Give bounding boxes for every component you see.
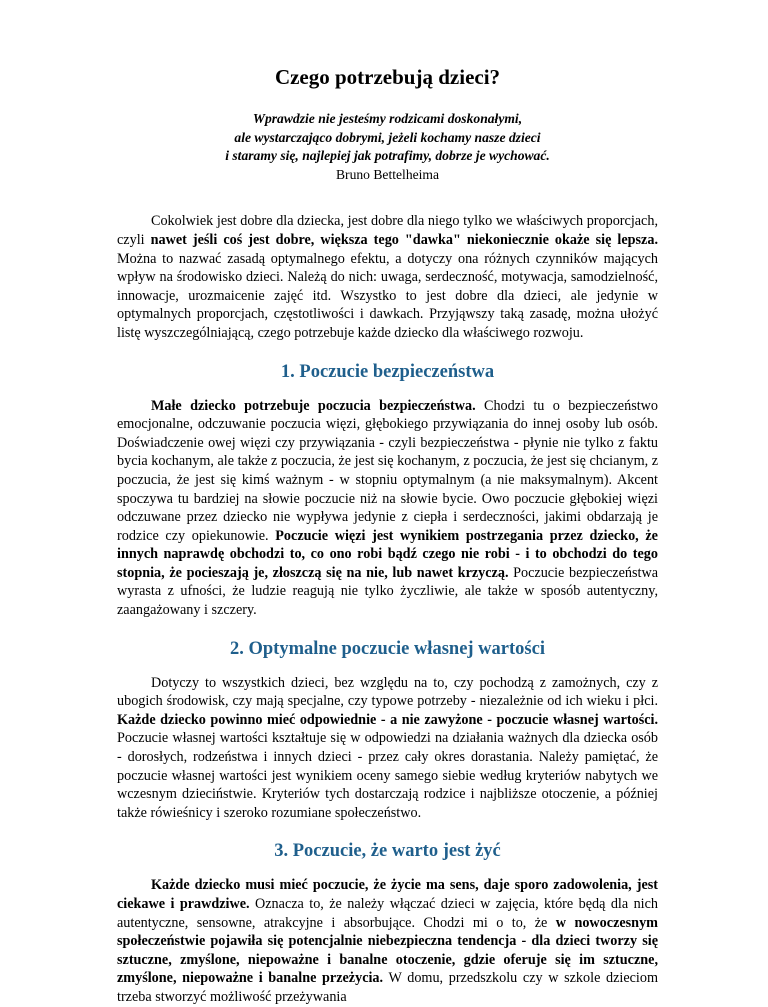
bold-run: Każde dziecko powinno mieć odpowiednie - a nie zawyżone - poczucie własnej wartości. — [117, 711, 658, 728]
text-run: W domu, przedszkolu czy w szkole dzieciom trzeba stworzyć możliwość przeżywania — [117, 970, 658, 1005]
bold-run: Każde dziecko musi mieć poczucie, że życie ma sens, daje sporo zadowolenia, jest ciekawe i prawdziwe. — [117, 877, 658, 912]
text-run: Cokolwiek jest dobre dla dziecka, jest dobre dla niego tylko we właściwych proporcjach, czyli — [117, 213, 658, 248]
section-heading: 3. Poczucie, że warto jest żyć — [274, 841, 501, 862]
text-run: Oznacza to, że należy włączać dzieci w zajęcia, które będą dla nich autentyczne, sensowne, atrakcyjne i absorbujące. Chodzi mi o to, że — [117, 896, 658, 931]
section-paragraph — [117, 876, 658, 1006]
bold-run: nawet jeśli coś jest dobre, większa tego "dawka" niekoniecznie okaże się lepsza. — [150, 231, 658, 248]
text-run: Poczucie bezpieczeństwa wyrasta z ufności, że ludzie reagują nie tylko życzliwie, ale także w sposób autentyczny, zaangażowany i szczery. — [117, 564, 658, 619]
text-run: Można to nazwać zasadą optymalnego efektu, a dotyczy ona różnych czynników mających wpływ na środowisko dzieci. Należą do nich: uwaga, serdeczność, motywacja, samodzielność, innowacje, urozmaicenie zajęć itd. Wszystko to jest dobre dla dzieci, ale jedynie w optymalnych proporcjach, częstotliwości i dawkach. Przyjąwszy taką zasadę, można ułożyć listę wyszczególniającą, czego potrzebuje każde dziecko dla właściwego rozwoju. — [117, 250, 658, 341]
page-title: Czego potrzebują dzieci? — [274, 65, 501, 89]
motto — [117, 110, 658, 184]
motto-line: i staramy się, najlepiej jak potrafimy, dobrze je wychować. — [225, 148, 550, 164]
motto-line: ale wystarczająco dobrymi, jeżeli kochamy nasze dzieci — [234, 129, 541, 145]
bold-run: Poczucie więzi jest wynikiem postrzegania przez dziecko, że innych naprawdę obchodzi to, co ono robi bądź czego nie robi - i to obchodzi do tego stopnia, że pocieszają je, złoszczą się na nie, lub nawet krzyczą. — [117, 527, 658, 581]
section-paragraph — [117, 674, 658, 823]
motto-author: Bruno Bettelheima — [335, 166, 440, 182]
text-run: Chodzi tu o bezpieczeństwo emocjonalne, odczuwanie poczucia więzi, głębokiego przywiązania do innej osoby lub osób. Doświadczenie owej więzi czy przywiązania - czyli bezpieczeństwa - płynie nie tylko z faktu bycia kochanym, ale także z poczucia, że jest się kochanym, z poczucia, że jest się chcianym, z poczucia, że jest się kimś ważnym - w stopniu optymalnym (a nie maksymalnym). Akcent spoczywa tu bardziej na słowie poczucie niż na słowie bycie. Owo poczucie głębokiej więzi odczuwane przez dziecko nie wypływa jedynie z ciepła i serdeczności, jakimi obdarzają je rodzice czy opiekunowie. — [117, 397, 658, 544]
section-paragraph — [117, 397, 658, 620]
bold-run: w nowoczesnym społeczeństwie pojawiła się potencjalnie niebezpieczna tendencja - dla dzieci tworzy się sztuczne, zmyślone, niepoważne i banalne otoczenie, gdzie oferuje się im sztuczne, zmyślone, niepoważne i banalne przeżycia. — [117, 914, 658, 987]
bold-run: Małe dziecko potrzebuje poczucia bezpieczeństwa. — [151, 397, 476, 414]
text-run: Poczucie własnej wartości kształtuje się w odpowiedzi na działania ważnych dla dziecka osób - dorosłych, rodzeństwa i innych dzieci - przez cały okres dorastania. Należy pamiętać, że poczucie własnej wartości jest wynikiem oceny samego siebie według kryteriów nabytych we wczesnym dzieciństwie. Kryteriów tych dostarczają rodzice i najbliższe otoczenie, a później także rówieśnicy i szeroko rozumiane społeczeństwo. — [117, 730, 658, 821]
motto-line: Wprawdzie nie jesteśmy rodzicami doskonałymi, — [252, 111, 523, 126]
section-heading: 2. Optymalne poczucie własnej wartości — [230, 638, 545, 659]
intro-paragraph — [117, 212, 658, 342]
section-heading: 1. Poczucie bezpieczeństwa — [280, 361, 495, 382]
text-run: Dotyczy to wszystkich dzieci, bez względu na to, czy pochodzą z zamożnych, czy z ubogich środowisk, czy mają specjalne, czy typowe potrzeby - niezależnie od ich wieku i płci. — [117, 674, 658, 710]
